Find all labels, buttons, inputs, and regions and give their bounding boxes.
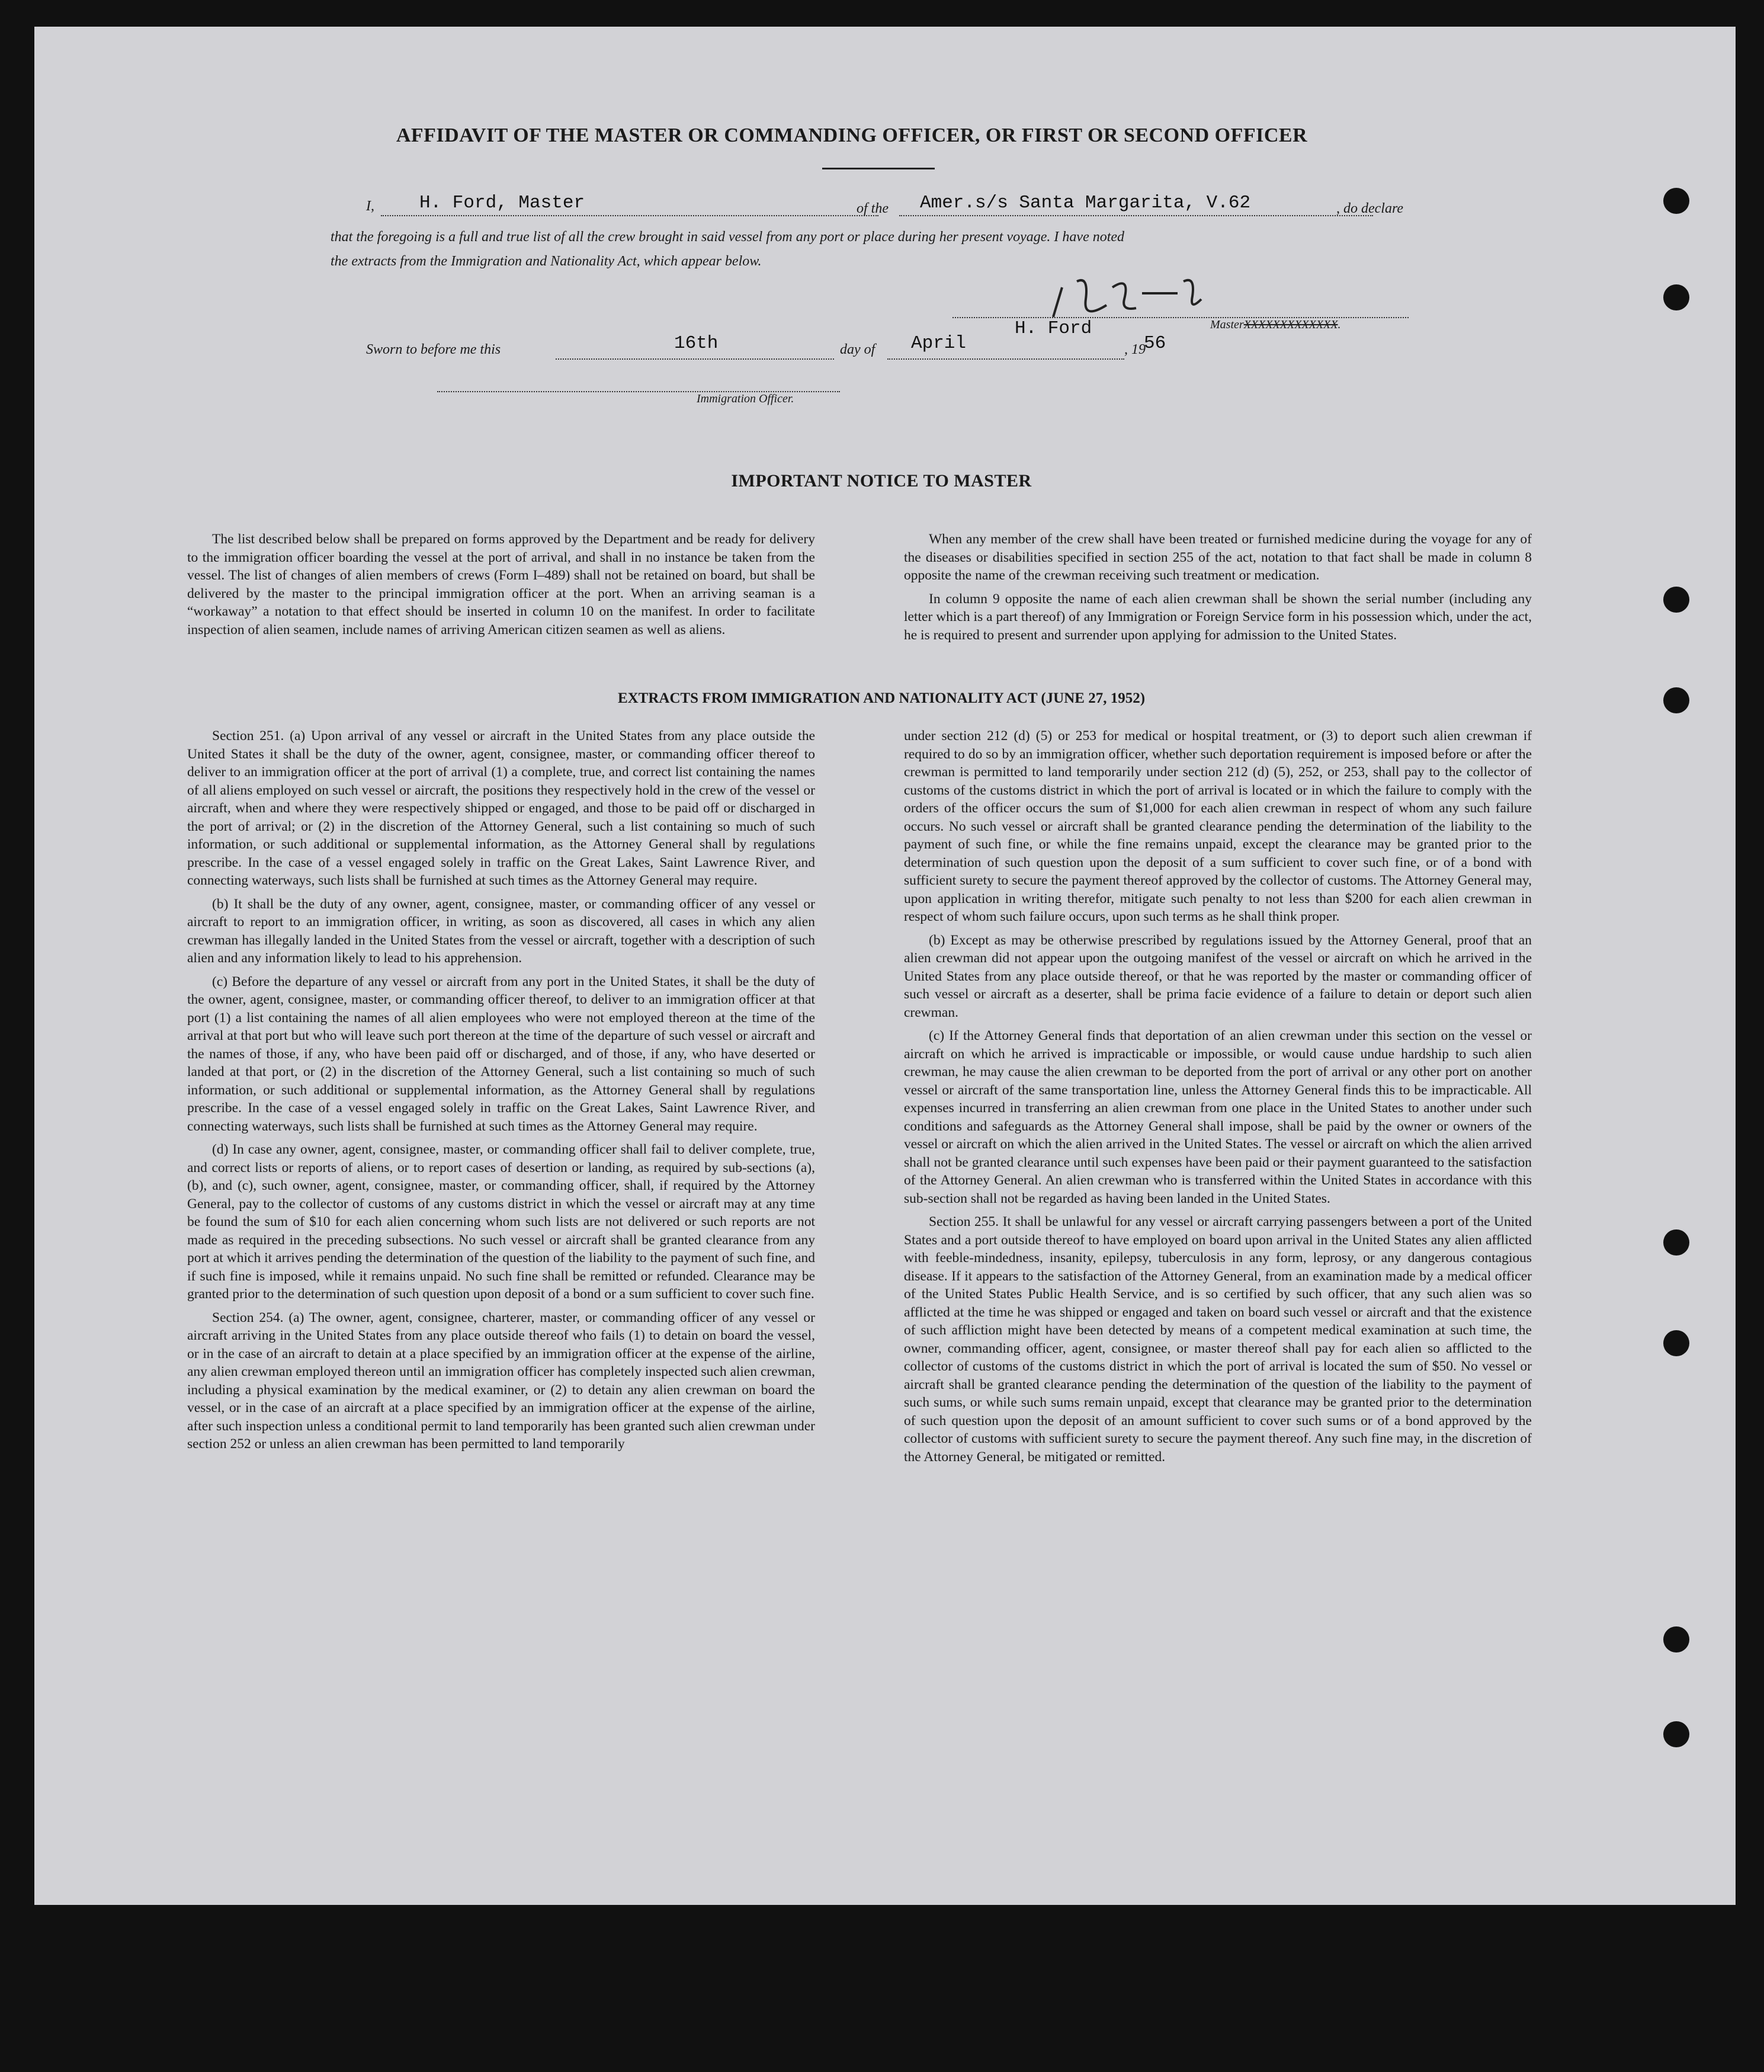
section-251-a: Section 251. (a) Upon arrival of any vessel or aircraft in the United States from any place outside the United States it shall be the duty of the owner, agent, consignee, master, or commanding officer thereof to deliver to an immigration officer at the port of arrival (1) a complete, true, and correct list containing the names of all aliens employed on such vessel or aircraft, the positions they respectively hold in the crew of the vessel or aircraft, when and where they were respectively shipped or engaged, and those to be paid off or discharged in the port of arrival; or (2) in the discretion of the Attorney General, such a list containing so much of such information, or such additional or supplemental information, as the Attorney General shall by regulations prescribe. In the case of a vessel engaged solely in traffic on the Great Lakes, Saint Lawrence River, and connecting waterways, such lists shall be furnished at such times as the Attorney General may require.: [187, 728, 815, 888]
i-label: I,: [366, 198, 374, 214]
notice-right-paragraph-2: In column 9 opposite the name of each alien crewman shall be shown the serial number (including any letter which is a part thereof) of any Immigration or Foreign Service form in his possession which, under the act, he is required to present and surrender upon applying for admission to the United States.: [904, 591, 1532, 643]
master-label: Master: [1210, 318, 1244, 331]
signer-typed-name: H. Ford: [1015, 318, 1092, 339]
section-251-c: (c) Before the departure of any vessel or aircraft from any port in the United States, it shall be the duty of the owner, agent, consignee, master, or commanding officer thereof, to deliver to an immigration officer at that port (1) a list containing the names of all alien employees who were not employed thereon at the time of the arrival at that port but who will leave such port thereon at the time of the departure of such vessel or aircraft and the names of those, if any, who have been paid off or discharged, and of those, if any, who have deserted or landed at that port, or (2) in the discretion of the Attorney General, such a list containing so much of such information, or such additional or supplemental information, as the Attorney General shall by regulations prescribe. In the case of a vessel engaged solely in traffic on the Great Lakes, Saint Lawrence River, and connecting waterways, such lists shall be furnished at such times as the Attorney General may require.: [187, 973, 815, 1134]
affidavit-title: AFFIDAVIT OF THE MASTER OR COMMANDING OFFICER, OR FIRST OR SECOND OFFICER: [396, 124, 1308, 146]
day-field[interactable]: 16th: [674, 333, 719, 354]
extracts-right-column: [904, 727, 1532, 1471]
master-title: MasterXXXXXXXXXXXXX.: [1210, 318, 1341, 331]
section-255: Section 255. It shall be unlawful for any vessel or aircraft carrying passengers between a port of the United States and a port outside thereof to have employed on board upon arrival in the United States any alien afflicted with feeble-mindedness, insanity, epilepsy, tuberculosis in any form, leprosy, or any dangerous contagious disease. If it appears to the satisfaction of the Attorney General, from an examination made by a medical officer of the United States Public Health Service, and is so certified by such officer, that any such alien was so afflicted at the time he was shipped or engaged and taken on board such vessel or aircraft and that the existence of such affliction might have been detected by means of a competent medical examination at such time, the owner, commanding officer, agent, consignee, or master thereof shall pay for each alien so afflicted to the collector of customs of the customs district in which the port of arrival is located the sum of $50. No vessel or aircraft shall be granted clearance pending the determination of the question of the liability to the payment of such sums, or while such sums remain unpaid, except that clearance may be granted prior to the determination of such question upon the deposit of an amount sufficient to cover such sums or of a bond approved by the collector of customs with sufficient surety to secure the payment thereof. Any such fine may, in the discretion of the Attorney General, be mitigated or remitted.: [904, 1214, 1532, 1465]
section-251-d: (d) In case any owner, agent, consignee, master, or commanding officer shall fail to deliver complete, true, and correct lists or reports of aliens, or to report cases of desertion or landing, as required by sub-sections (a), (b), and (c), such owner, agent, consignee, master, or commanding officer, shall, if required by the Attorney General, pay to the collector of customs of any customs district in which the vessel or aircraft may at any time be found the sum of $10 for each alien concerning whom such lists are not delivered or such reports are not made as required in the preceding subsections. No such vessel or aircraft shall be granted clearance from any port at which it arrives pending the determination of the question of the liability to the payment of such fine, and if such fine is imposed, while it remains unpaid. No such fine shall be remitted or refunded. Clearance may be granted prior to the determination of such question upon deposit of a bond or a sum sufficient to cover such fine.: [187, 1142, 815, 1302]
punch-hole: [1663, 1229, 1689, 1256]
section-254-b: (b) Except as may be otherwise prescribed by regulations issued by the Attorney General, proof that an alien crewman did not appear upon the outgoing manifest of the vessel or aircraft on which he arrived in the United States from any place outside thereof, or that he was reported by the master or commanding officer of such vessel or aircraft as a deserter, shall be prima facie evidence of a failure to detain or deport such alien crewman.: [904, 932, 1532, 1020]
punch-hole: [1663, 1330, 1689, 1356]
punch-hole: [1663, 188, 1689, 214]
extracts-title: EXTRACTS FROM IMMIGRATION AND NATIONALITY ACT (JUNE 27, 1952): [617, 690, 1146, 706]
master-name-field[interactable]: H. Ford, Master: [419, 193, 585, 213]
officer-label: Immigration Officer.: [697, 392, 794, 405]
month-field[interactable]: April: [911, 333, 967, 354]
statement-line-1: that the foregoing is a full and true list of all the crew brought in said vessel from any port or place during her present voyage. I have noted: [331, 229, 1125, 245]
struck-title: XXXXXXXXXXXXX: [1243, 318, 1338, 331]
section-254-a: Section 254. (a) The owner, agent, consignee, charterer, master, or commanding officer of any vessel or aircraft arriving in the United States from any place outside thereof who fails (1) to detain on board the vessel, or in the case of an aircraft to detain at a place specified by an immigration officer at the expense of the airline, any alien crewman employed thereon until an immigration officer has completely inspected such alien crewman, including a physical examination by the medical examiner, or (2) to detain any alien crewman on board the vessel, or in the case of an aircraft at a place specified by an immigration officer at the expense of the airline, after such inspection unless a conditional permit to land temporarily has been granted such alien crewman under section 252 or unless an alien crewman has been permitted to land temporarily: [187, 1309, 815, 1452]
title-rule: [822, 168, 935, 169]
notice-left-paragraph: The list described below shall be prepared on forms approved by the Department and be ready for delivery to the immigration officer boarding the vessel at the port of arrival, and shall in no instance be taken from the vessel. The list of changes of alien members of crews (Form I–489) shall not be retained on board, but shall be delivered by the master to the principal immigration officer at the port. When an arriving seaman is a “workaway” a notation to that effect should be inserted in column 10 on the manifest. In order to facilitate inspection of alien seamen, include names of arriving American citizen seamen as well as aliens.: [187, 531, 815, 638]
day-line: [556, 358, 834, 360]
vessel-line: [899, 215, 1373, 216]
notice-title: IMPORTANT NOTICE TO MASTER: [731, 471, 1032, 491]
do-declare-label: , do declare: [1336, 201, 1404, 216]
sworn-label: Sworn to before me this: [366, 342, 501, 357]
day-of-label: day of: [840, 342, 875, 357]
section-251-b: (b) It shall be the duty of any owner, agent, consignee, master, or commanding officer of any vessel or aircraft to report to an immigration officer, in writing, as soon as discovered, all cases in which any alien crewman has illegally landed in the United States from the vessel or aircraft, together with a description of such alien and any information likely to lead to his apprehension.: [187, 896, 815, 966]
section-254-a-continued: under section 212 (d) (5) or 253 for medical or hospital treatment, or (3) to deport such alien crewman if required to do so by an immigration officer, whether such deportation requirement is imposed before or after the crewman is permitted to land temporarily under section 212 (d) (5), 252, or 253, shall pay to the collector of customs of the customs district in which the port of arrival is located or in which the failure to comply with the orders of the officer occurs the sum of $1,000 for each alien crewman in respect of whom any such failure occurs. No such vessel or aircraft shall be granted clearance pending the determination of the liability to the payment of such fine, or while the fine remains unpaid, except the clearance may be granted prior to the determination of such question upon the deposit of a sum sufficient to cover such fine, or of a bond with sufficient surety to secure the payment thereof approved by the collector of customs. The Attorney General may, upon application in writing therefor, mitigate such penalty to not less than $200 for each alien crewman in respect of whom such failure occurs, upon such terms as he shall think proper.: [904, 728, 1532, 924]
year-field[interactable]: 56: [1144, 333, 1166, 354]
statement-line-2: the extracts from the Immigration and Nationality Act, which appear below.: [331, 254, 762, 269]
notice-right-column: [904, 530, 1532, 649]
punch-hole: [1663, 1626, 1689, 1653]
vessel-field[interactable]: Amer.s/s Santa Margarita, V.62: [920, 193, 1251, 213]
punch-hole: [1663, 1721, 1689, 1747]
month-line: [887, 358, 1124, 360]
extracts-left-column: [187, 727, 815, 1459]
document-page: [34, 27, 1736, 1905]
of-the-label: of the: [857, 201, 889, 216]
notice-right-paragraph-1: When any member of the crew shall have been treated or furnished medicine during the voyage for any of the diseases or disabilities specified in section 255 of the act, notation to that fact shall be made in column 8 opposite the name of the crewman receiving such treatment or medication.: [904, 531, 1532, 583]
year-prefix: , 19: [1124, 342, 1146, 357]
master-name-line: [381, 215, 878, 216]
notice-left-column: [187, 530, 815, 644]
punch-hole: [1663, 284, 1689, 310]
punch-hole: [1663, 587, 1689, 613]
section-254-c: (c) If the Attorney General finds that deportation of an alien crewman under this section on the vessel or aircraft on which he arrived is impracticable or impossible, or would cause undue hardship to such alien crewman, he may cause the alien crewman to be deported from the port of arrival or any other port on another vessel or aircraft of the same transportation line, unless the Attorney General finds this to be impracticable. All expenses incurred in transferring an alien crewman from one place in the United States to another under such conditions and safeguards as the Attorney General shall impose, shall be paid by the owner or owners of the vessel or aircraft on which the alien arrived in the United States. The vessel or aircraft on which the alien arrived shall not be granted clearance until such expenses have been paid or their payment guaranteed to the satisfaction of the Attorney General. An alien crewman who is transferred within the United States in accordance with this sub-section shall not be regarded as having been landed in the United States.: [904, 1028, 1532, 1206]
punch-hole: [1663, 687, 1689, 713]
